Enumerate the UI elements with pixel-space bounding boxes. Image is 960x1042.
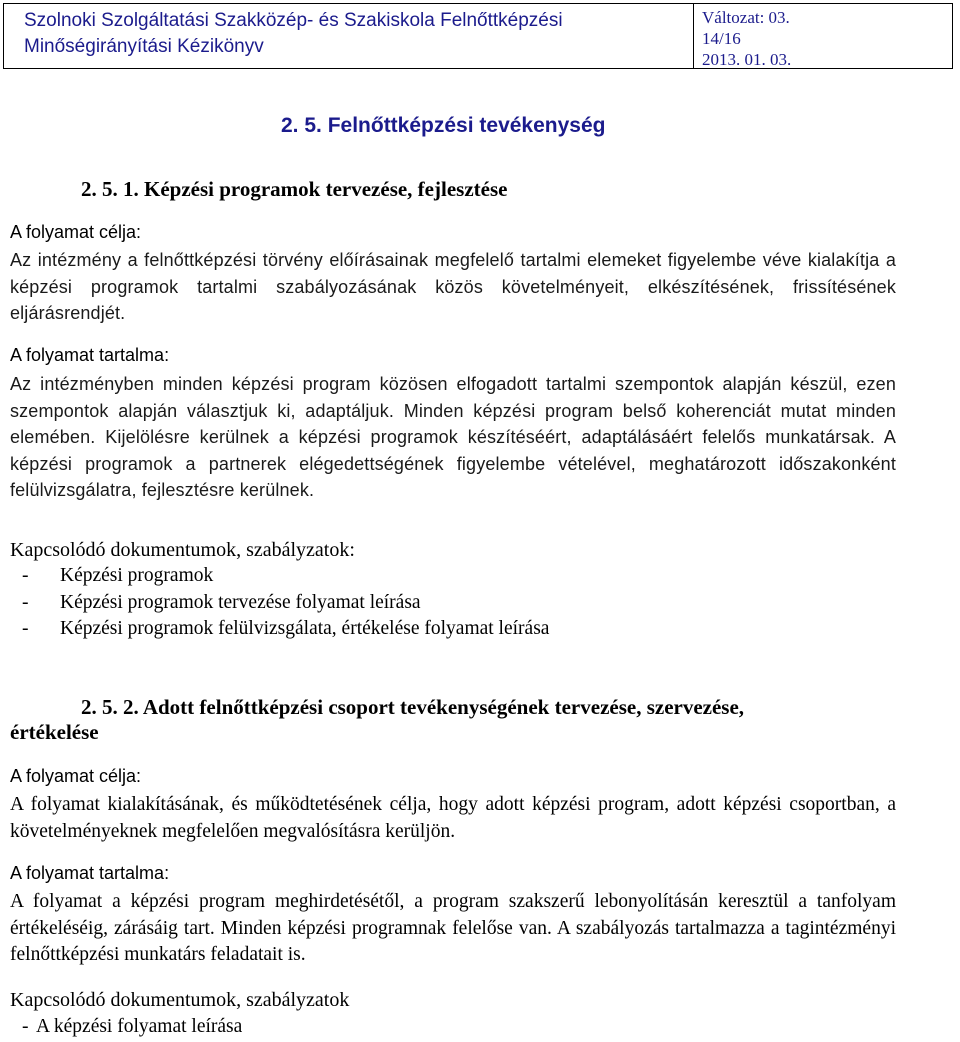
list-item (22, 590, 549, 617)
sub2-docs-list (22, 1014, 242, 1041)
header-date: 2013. 01. 03. (702, 50, 792, 69)
header-version: Változat: 03. (702, 8, 790, 27)
sub1-content-label: A folyamat tartalma: (10, 345, 170, 365)
sub1-docs-label: Kapcsolódó dokumentumok, szabályzatok: (10, 539, 355, 561)
sub2-goal-text: A folyamat kialakításának, és működtetésének célja, hogy adott képzési program, adott képzési csoportban, a követelményeknek megfelelően megvalósításra kerüljön. (10, 794, 896, 842)
header-left-cell (4, 4, 694, 68)
list-dash: - (22, 618, 29, 639)
list-item-text: Képzési programok (60, 565, 214, 586)
list-dash: - (22, 1016, 29, 1037)
header-institution: Szolnoki Szolgáltatási Szakközép- és Szakiskola Felnőttképzési (24, 10, 563, 31)
list-item-text: Képzési programok tervezése folyamat leírása (60, 591, 421, 613)
list-dash: - (22, 565, 29, 586)
sub2-content-label: A folyamat tartalma: (10, 863, 170, 883)
sub1-docs-list (22, 563, 549, 643)
header-right-cell (694, 4, 952, 68)
list-item (22, 616, 549, 643)
list-item-text: Képzési programok felülvizsgálata, értékelése folyamat leírása (60, 618, 550, 639)
sub1-goal-text: Az intézmény a felnőttképzési törvény előírásainak megfelelő tartalmi elemeket figyelembe véve kialakítja a képzési programok tartalmi szabályozásának közös követelményeit, elkészítésének, frissítésének eljárásrendjét. (10, 250, 896, 323)
sub2-goal-label: A folyamat célja: (10, 766, 142, 786)
sub2-docs-label: Kapcsolódó dokumentumok, szabályzatok (10, 989, 350, 1011)
subsection-2-title-continued: értékelése (10, 720, 99, 744)
document-header (3, 3, 953, 69)
subsection-2-title: 2. 5. 2. Adott felnőttképzési csoport tevékenységének tervezése, szervezése, (81, 695, 745, 719)
list-item (22, 563, 549, 590)
sub2-content-text: A folyamat a képzési program meghirdetésétől, a program szakszerű lebonyolításán keresztül a tanfolyam értékeléséig, zárásáig tart. Minden képzési programnak felelőse van. A szabályozás tartalmazza a tagintézményi felnőttképzési munkatárs feladatait is. (10, 891, 896, 965)
subsection-1-title: 2. 5. 1. Képzési programok tervezése, fejlesztése (81, 177, 508, 201)
header-manual-title: Minőségirányítási Kézikönyv (24, 36, 264, 57)
sub1-content-text: Az intézményben minden képzési program közösen elfogadott tartalmi szempontok alapján készül, ezen szempontok alapján választjuk ki, adaptáljuk. Minden képzési program belső koherenciát mutat minden elemében. Kijelölésre kerülnek a képzési programok készítéséért, adaptálásáért felelős munkatársak. A képzési programok a partnerek elégedettségének figyelembe vételével, meghatározott időszakonként felülvizsgálatra, fejlesztésre kerülnek. (10, 374, 896, 500)
sub1-goal-label: A folyamat célja: (10, 222, 142, 242)
list-item (22, 1014, 242, 1041)
list-item-text: A képzési folyamat leírása (36, 1016, 243, 1037)
header-page-number: 14/16 (702, 29, 741, 48)
section-title: 2. 5. Felnőttképzési tevékenység (281, 114, 606, 137)
list-dash: - (22, 591, 29, 613)
